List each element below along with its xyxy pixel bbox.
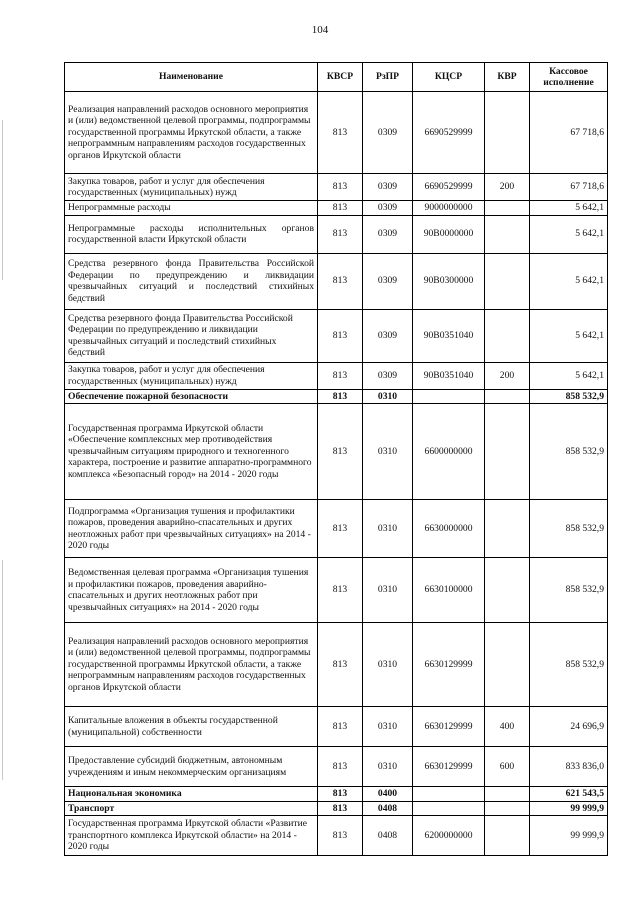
row-name: Транспорт (65, 801, 318, 816)
row-kvsr: 813 (318, 362, 363, 389)
row-name: Закупка товаров, работ и услуг для обеспечения государственных (муниципальных) нужд (65, 362, 318, 389)
row-kvr (485, 500, 530, 558)
row-kcsr: 6630129999 (413, 747, 485, 787)
row-rzpr: 0400 (363, 787, 413, 802)
row-kvr: 200 (485, 362, 530, 389)
row-name: Национальная экономика (65, 787, 318, 802)
row-kvsr: 813 (318, 92, 363, 174)
scan-margin-mark (2, 120, 3, 280)
row-kvsr: 813 (318, 787, 363, 802)
row-kcsr: 6630000000 (413, 500, 485, 558)
row-kvsr: 813 (318, 558, 363, 623)
row-name: Закупка товаров, работ и услуг для обеспечения государственных (муниципальных) нужд (65, 174, 318, 201)
row-kcsr: 6630129999 (413, 623, 485, 707)
row-kvr (485, 801, 530, 816)
row-kvsr: 813 (318, 174, 363, 201)
row-kvsr: 813 (318, 253, 363, 309)
row-kvsr: 813 (318, 500, 363, 558)
row-kvsr: 813 (318, 816, 363, 856)
row-name: Подпрограмма «Организация тушения и профилактики пожаров, проведения аварийно-спасательных и других неотложных работ при чрезвычайных ситуациях» на 2014 - 2020 годы (65, 500, 318, 558)
row-name: Непрограммные расходы исполнительных органов государственной власти Иркутской области (65, 215, 318, 253)
row-rzpr: 0310 (363, 389, 413, 404)
table-row (65, 707, 608, 747)
row-kvsr: 813 (318, 707, 363, 747)
table-row (65, 362, 608, 389)
budget-table (64, 62, 608, 856)
table-row (65, 174, 608, 201)
row-name: Непрограммные расходы (65, 201, 318, 216)
row-kvsr: 813 (318, 309, 363, 362)
row-kcsr: 6690529999 (413, 92, 485, 174)
row-amount: 5 642,1 (530, 215, 608, 253)
table-row (65, 201, 608, 216)
row-kcsr (413, 787, 485, 802)
row-amount: 99 999,9 (530, 801, 608, 816)
row-kvr (485, 404, 530, 500)
row-kvr (485, 389, 530, 404)
row-kvr (485, 558, 530, 623)
row-kcsr: 6630100000 (413, 558, 485, 623)
row-amount: 5 642,1 (530, 253, 608, 309)
row-name: Реализация направлений расходов основного мероприятия и (или) ведомственной целевой программы, подпрограммы государственной программы Иркутской области, а также непрограммным направлениям расходов государственных органов Иркутской области (65, 92, 318, 174)
row-kvr (485, 787, 530, 802)
row-name: Обеспечение пожарной безопасности (65, 389, 318, 404)
table-row (65, 558, 608, 623)
row-kvr (485, 309, 530, 362)
page-number: 104 (311, 24, 329, 36)
row-kvr: 200 (485, 174, 530, 201)
row-kcsr: 6600000000 (413, 404, 485, 500)
scan-margin-mark (2, 560, 3, 780)
table-row-section (65, 787, 608, 802)
row-kvsr: 813 (318, 201, 363, 216)
row-kcsr: 90В0351040 (413, 362, 485, 389)
row-kvr (485, 623, 530, 707)
row-amount: 24 696,9 (530, 707, 608, 747)
row-name: Государственная программа Иркутской области «Обеспечение комплексных мер противодействия чрезвычайным ситуациям природного и техногенного характера, построение и развитие аппаратно-программного комплекса «Безопасный город» на 2014 - 2020 годы (65, 404, 318, 500)
table-row (65, 500, 608, 558)
row-rzpr: 0309 (363, 201, 413, 216)
row-amount: 67 718,6 (530, 92, 608, 174)
header-kvsr: КВСР (318, 63, 363, 92)
row-kvr (485, 92, 530, 174)
row-rzpr: 0408 (363, 816, 413, 856)
header-kcsr: КЦСР (413, 63, 485, 92)
row-amount: 858 532,9 (530, 404, 608, 500)
table-header-row (65, 63, 608, 92)
row-kcsr: 90В0351040 (413, 309, 485, 362)
row-amount: 621 543,5 (530, 787, 608, 802)
row-kvsr: 813 (318, 389, 363, 404)
row-kvr: 600 (485, 747, 530, 787)
row-kvr (485, 201, 530, 216)
row-amount: 67 718,6 (530, 174, 608, 201)
table-row (65, 309, 608, 362)
row-amount: 833 836,0 (530, 747, 608, 787)
row-rzpr: 0309 (363, 92, 413, 174)
row-kvr: 400 (485, 707, 530, 747)
row-kvr (485, 816, 530, 856)
row-rzpr: 0309 (363, 253, 413, 309)
header-amount: Кассовое исполнение (530, 63, 608, 92)
row-rzpr: 0310 (363, 500, 413, 558)
row-kcsr: 90В0000000 (413, 215, 485, 253)
table-row (65, 816, 608, 856)
row-rzpr: 0309 (363, 309, 413, 362)
table-row-section (65, 801, 608, 816)
row-amount: 858 532,9 (530, 389, 608, 404)
row-kvr (485, 253, 530, 309)
table-row (65, 623, 608, 707)
row-amount: 99 999,9 (530, 816, 608, 856)
table-row (65, 404, 608, 500)
row-rzpr: 0310 (363, 558, 413, 623)
row-name: Средства резервного фонда Правительства Российской Федерации по предупреждению и ликвидации чрезвычайных ситуаций и последствий стихийных бедствий (65, 253, 318, 309)
row-amount: 5 642,1 (530, 201, 608, 216)
row-kcsr (413, 389, 485, 404)
table-row-section (65, 389, 608, 404)
table-row (65, 253, 608, 309)
row-kvsr: 813 (318, 404, 363, 500)
row-rzpr: 0309 (363, 215, 413, 253)
row-kcsr: 90В0300000 (413, 253, 485, 309)
row-amount: 5 642,1 (530, 309, 608, 362)
table-row (65, 92, 608, 174)
row-kvsr: 813 (318, 215, 363, 253)
row-rzpr: 0408 (363, 801, 413, 816)
row-name: Государственная программа Иркутской области «Развитие транспортного комплекса Иркутской области» на 2014 - 2020 годы (65, 816, 318, 856)
row-amount: 858 532,9 (530, 558, 608, 623)
row-name: Предоставление субсидий бюджетным, автономным учреждениям и иным некоммерческим организациям (65, 747, 318, 787)
row-rzpr: 0309 (363, 174, 413, 201)
row-kvsr: 813 (318, 747, 363, 787)
row-name: Капитальные вложения в объекты государственной (муниципальной) собственности (65, 707, 318, 747)
row-kvsr: 813 (318, 801, 363, 816)
row-rzpr: 0310 (363, 747, 413, 787)
row-kvr (485, 215, 530, 253)
row-kcsr: 6690529999 (413, 174, 485, 201)
row-rzpr: 0310 (363, 404, 413, 500)
table-row (65, 215, 608, 253)
row-rzpr: 0310 (363, 623, 413, 707)
row-kvsr: 813 (318, 623, 363, 707)
header-kvr: КВР (485, 63, 530, 92)
header-rzpr: РзПР (363, 63, 413, 92)
row-kcsr: 9000000000 (413, 201, 485, 216)
row-kcsr: 6630129999 (413, 707, 485, 747)
row-name: Ведомственная целевая программа «Организация тушения и профилактики пожаров, проведения аварийно-спасательных и других неотложных работ при чрезвычайных ситуациях» на 2014 - 2020 годы (65, 558, 318, 623)
row-rzpr: 0309 (363, 362, 413, 389)
row-amount: 858 532,9 (530, 500, 608, 558)
row-kcsr: 6200000000 (413, 816, 485, 856)
row-kcsr (413, 801, 485, 816)
row-amount: 5 642,1 (530, 362, 608, 389)
row-amount: 858 532,9 (530, 623, 608, 707)
row-name: Средства резервного фонда Правительства Российской Федерации по предупреждению и ликвидации чрезвычайных ситуаций и последствий стихийных бедствий (65, 309, 318, 362)
row-name: Реализация направлений расходов основного мероприятия и (или) ведомственной целевой программы, подпрограммы государственной программы Иркутской области, а также непрограммным направлениям расходов государственных органов Иркутской области (65, 623, 318, 707)
row-rzpr: 0310 (363, 707, 413, 747)
table-row (65, 747, 608, 787)
header-name: Наименование (65, 63, 318, 92)
